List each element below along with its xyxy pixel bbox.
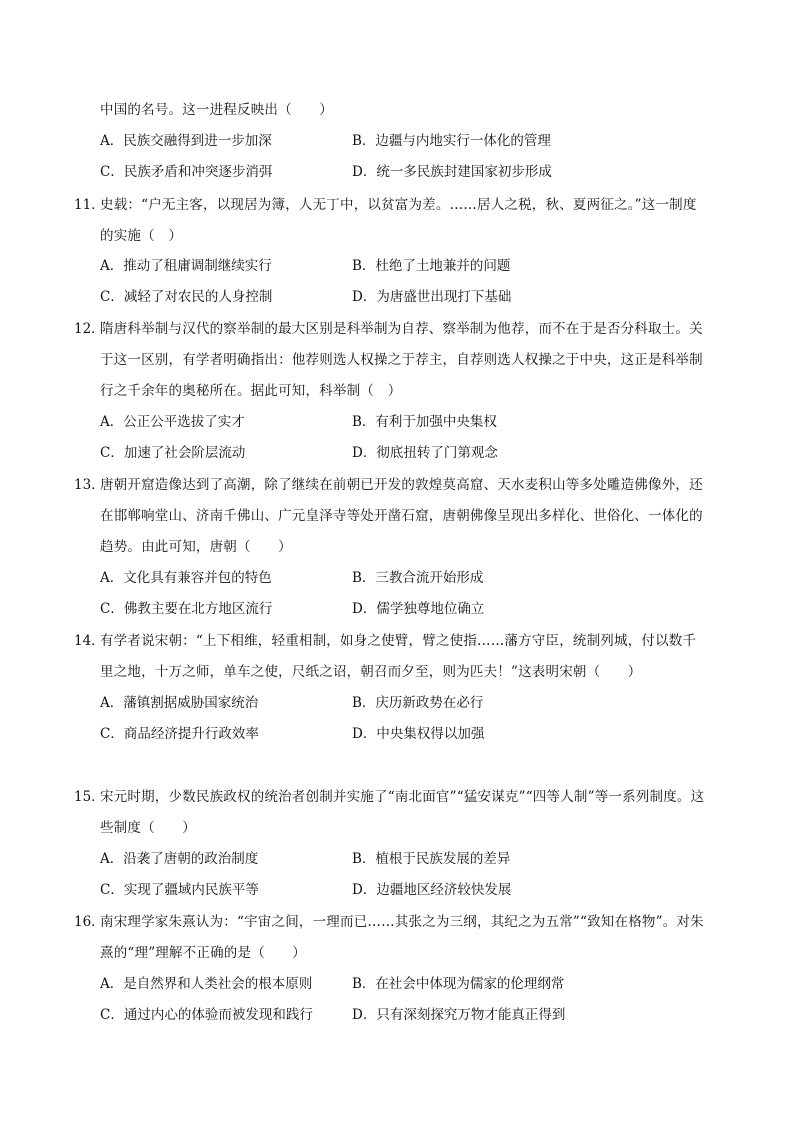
q15-stem-line-1: 宋元时期，少数民族政权的统治者创制并实施了“南北面官”“猛安谋克”“四等人制”等一系列制度。这 [100,789,705,805]
q13-option-b[interactable]: B．三教合流开始形成 [352,570,484,586]
q11-number: 11． [74,197,105,213]
q16-stem-line-1: 南宋理学家朱熹认为：“宇宙之间，一理而已……其张之为三纲，其纪之为五常”“致知在格物”。对朱 [100,914,704,930]
q14-option-a[interactable]: A．藩镇割据威胁国家统治 [100,695,259,711]
q13-stem-line-3: 趋势。由此可知，唐朝（ ） [100,539,292,555]
q14-option-c[interactable]: C．商品经济提升行政效率 [100,726,259,742]
q16-option-d[interactable]: D．只有深刻探究万物才能真正得到 [352,1007,566,1023]
q14-stem-line-1: 有学者说宋朝：“上下相维，轻重相制，如身之使臂，臂之使指……藩方守臣，统制列城，付以数千 [100,633,697,649]
q15-stem-line-2: 些制度（ ） [100,820,196,836]
q16-option-a[interactable]: A．是自然界和人类社会的根本原则 [100,976,313,992]
q10-option-d[interactable]: D．统一多民族封建国家初步形成 [352,164,552,180]
q10-option-b[interactable]: B．边疆与内地实行一体化的管理 [352,133,551,149]
q14-option-d[interactable]: D．中央集权得以加强 [352,726,485,742]
q16-option-b[interactable]: B．在社会中体现为儒家的伦理纲常 [352,976,565,992]
q11-option-c[interactable]: C．减轻了对农民的人身控制 [100,289,273,305]
q15-option-b[interactable]: B．植根于民族发展的差异 [352,851,511,867]
q12-stem-line-2: 于这一区别，有学者明确指出：他荐则选人权操之于荐主，自荐则选人权操之于中央，这正是科举制 [100,352,703,368]
q12-option-b[interactable]: B．有利于加强中央集权 [352,414,497,430]
q13-option-a[interactable]: A．文化具有兼容并包的特色 [100,570,272,586]
q14-stem-line-2: 里之地，十万之师，单车之使，尺纸之诏，朝召而夕至，则为匹夫！”这表明宋朝（ ） [100,664,642,680]
q11-stem-line-1: 史载：“户无主客，以现居为簿，人无丁中，以贫富为差。……居人之税，秋、夏两征之。”这一制度 [100,197,697,213]
q15-option-d[interactable]: D．边疆地区经济较快发展 [352,882,512,898]
q12-stem-line-3: 行之千余年的奥秘所在。据此可知，科举制（ ） [100,383,402,399]
q13-stem-line-2: 在邯郸响堂山、济南千佛山、广元皇泽寺等处开凿石窟，唐朝佛像呈现出多样化、世俗化、一体化的 [100,508,703,524]
q14-option-b[interactable]: B．庆历新政势在必行 [352,695,484,711]
q12-option-c[interactable]: C．加速了社会阶层流动 [100,445,246,461]
q16-number: 16． [74,914,105,930]
q16-stem-line-2: 熹的“理”理解不正确的是（ ） [100,945,307,961]
q12-stem-line-1: 隋唐科举制与汉代的察举制的最大区别是科举制为自荐、察举制为他荐，而不在于是否分科取士。关 [100,321,703,337]
q13-number: 13． [74,477,105,493]
q13-stem-line-1: 唐朝开窟造像达到了高潮，除了继续在前朝已开发的敦煌莫高窟、天水麦积山等多处雕造佛像外，还 [100,477,703,493]
q11-stem-line-2: 的实施（ ） [100,228,183,244]
q16-option-c[interactable]: C．通过内心的体验而被发现和践行 [100,1007,313,1023]
q15-number: 15． [74,789,105,805]
q10-option-c[interactable]: C．民族矛盾和冲突逐步消弭 [100,164,273,180]
q12-option-a[interactable]: A．公正公平选拔了实才 [100,414,245,430]
q15-option-c[interactable]: C．实现了疆域内民族平等 [100,882,259,898]
q12-number: 12． [74,321,105,337]
q11-option-b[interactable]: B．杜绝了土地兼并的问题 [352,258,511,274]
q12-option-d[interactable]: D．彻底扭转了门第观念 [352,445,498,461]
q13-option-c[interactable]: C．佛教主要在北方地区流行 [100,601,273,617]
q11-option-d[interactable]: D．为唐盛世出现打下基础 [352,289,512,305]
q10-stem-tail: 中国的名号。这一进程反映出（ ） [100,102,333,118]
q11-option-a[interactable]: A．推动了租庸调制继续实行 [100,258,272,274]
q10-option-a[interactable]: A．民族交融得到进一步加深 [100,133,272,149]
q14-number: 14． [74,633,105,649]
q13-option-d[interactable]: D．儒学独尊地位确立 [352,601,485,617]
q15-option-a[interactable]: A．沿袭了唐朝的政治制度 [100,851,259,867]
